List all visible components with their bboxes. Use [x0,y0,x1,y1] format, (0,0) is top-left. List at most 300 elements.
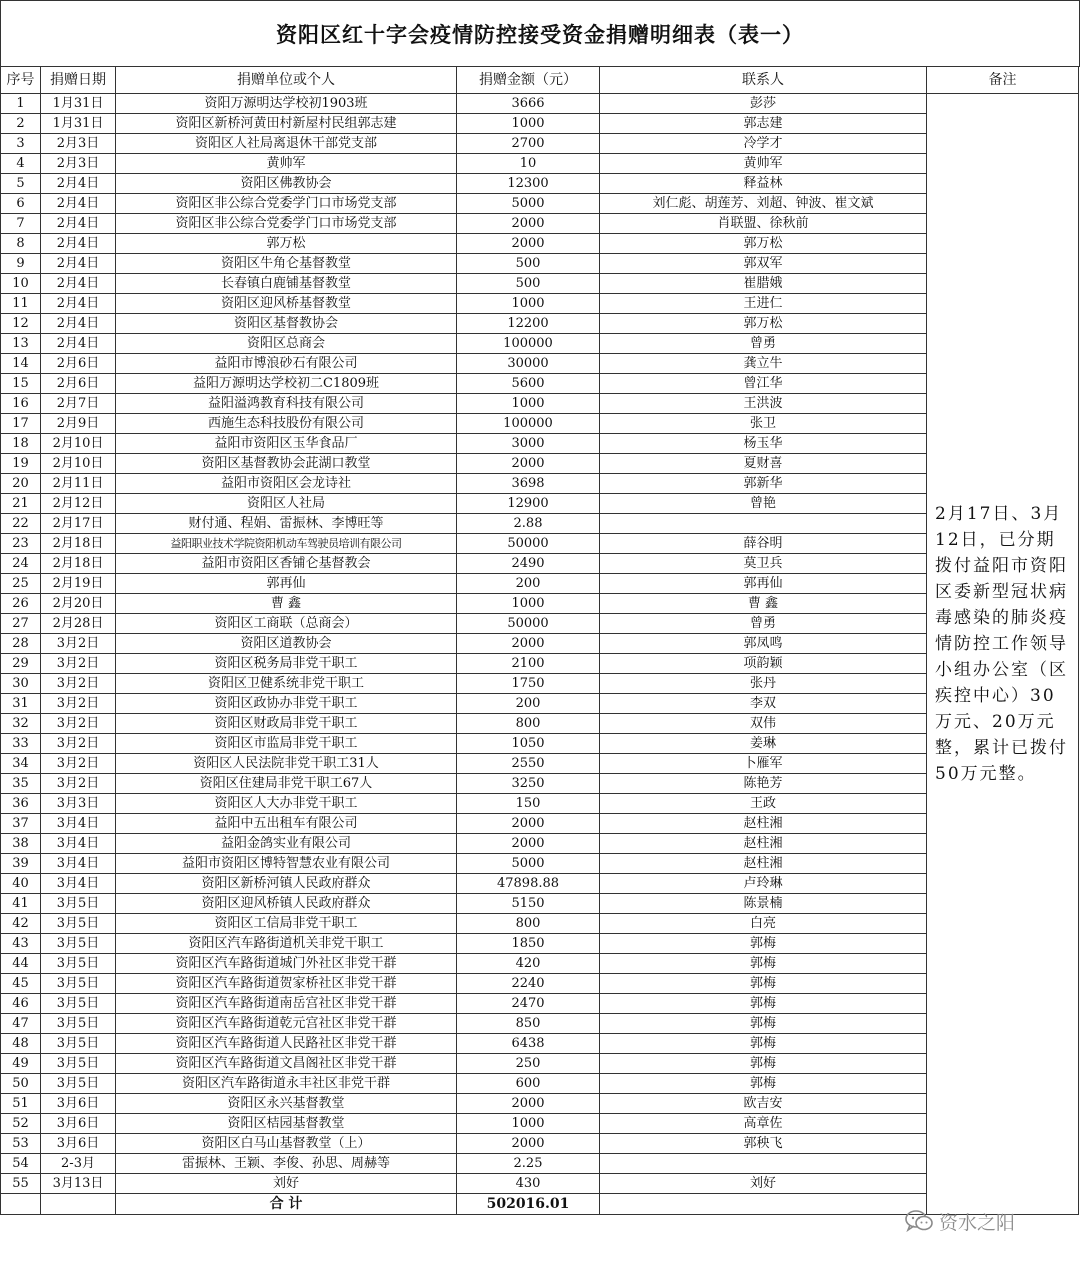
table-row [1,594,1079,614]
row-donor: 财付通、程娟、雷振林、李博旺等 [116,514,457,534]
row-number: 41 [1,894,41,914]
table-row [1,934,1079,954]
row-date: 2月18日 [41,554,116,574]
table-row [1,474,1079,494]
row-amount: 2000 [457,454,600,474]
row-amount: 2240 [457,974,600,994]
header-contact: 联系人 [600,67,927,94]
row-contact: 郭梅 [600,1014,927,1034]
row-number: 50 [1,1074,41,1094]
row-date: 2月4日 [41,174,116,194]
row-date: 3月5日 [41,1034,116,1054]
row-date: 2月10日 [41,434,116,454]
table-row [1,274,1079,294]
row-donor: 资阳区汽车路街道乾元宫社区非党干群 [116,1014,457,1034]
row-number: 1 [1,94,41,114]
row-date: 3月5日 [41,954,116,974]
row-number: 20 [1,474,41,494]
row-donor: 资阳区人大办非党干职工 [116,794,457,814]
table-row [1,814,1079,834]
row-number: 14 [1,354,41,374]
row-amount: 200 [457,694,600,714]
row-donor: 资阳区非公综合党委学门口市场党支部 [116,194,457,214]
row-amount: 12900 [457,494,600,514]
row-donor: 益阳市资阳区会龙诗社 [116,474,457,494]
row-donor: 资阳区政协办非党干职工 [116,694,457,714]
row-number: 30 [1,674,41,694]
row-amount: 100000 [457,334,600,354]
row-number: 54 [1,1154,41,1174]
row-number: 53 [1,1134,41,1154]
row-date: 3月4日 [41,834,116,854]
row-amount: 6438 [457,1034,600,1054]
total-amount: 502016.01 [457,1194,600,1215]
row-amount: 2000 [457,214,600,234]
table-row [1,674,1079,694]
row-number: 35 [1,774,41,794]
row-date: 3月2日 [41,774,116,794]
row-date: 3月6日 [41,1094,116,1114]
header-donor: 捐赠单位或个人 [116,67,457,94]
row-contact: 崔腊娥 [600,274,927,294]
row-date: 3月2日 [41,754,116,774]
table-row [1,614,1079,634]
row-date: 3月5日 [41,1074,116,1094]
row-contact: 郭梅 [600,974,927,994]
row-date: 2月4日 [41,294,116,314]
table-row [1,1154,1079,1174]
row-number: 44 [1,954,41,974]
row-number: 33 [1,734,41,754]
row-amount: 1000 [457,114,600,134]
row-number: 24 [1,554,41,574]
row-date: 2-3月 [41,1154,116,1174]
row-amount: 12300 [457,174,600,194]
row-donor: 资阳区工信局非党干职工 [116,914,457,934]
total-spacer [600,1194,927,1215]
table-row [1,714,1079,734]
row-donor: 益阳中五出租车有限公司 [116,814,457,834]
row-contact: 赵柱湘 [600,834,927,854]
row-contact: 刘仁彪、胡莲芳、刘超、钟波、崔文斌 [600,194,927,214]
row-donor: 资阳区汽车路街道永丰社区非党干群 [116,1074,457,1094]
row-number: 21 [1,494,41,514]
row-contact: 郭梅 [600,1074,927,1094]
row-donor: 资阳区财政局非党干职工 [116,714,457,734]
row-donor: 益阳市资阳区博特智慧农业有限公司 [116,854,457,874]
row-contact: 李双 [600,694,927,714]
row-amount: 100000 [457,414,600,434]
row-contact: 曹 鑫 [600,594,927,614]
row-date: 3月6日 [41,1114,116,1134]
table-row [1,574,1079,594]
row-number: 52 [1,1114,41,1134]
row-date: 2月7日 [41,394,116,414]
row-contact: 郭梅 [600,1034,927,1054]
row-amount: 5150 [457,894,600,914]
row-amount: 5000 [457,854,600,874]
row-contact [600,514,927,534]
row-amount: 600 [457,1074,600,1094]
row-donor: 资阳区汽车路街道南岳宫社区非党干群 [116,994,457,1014]
row-date: 2月6日 [41,354,116,374]
row-number: 37 [1,814,41,834]
row-amount: 30000 [457,354,600,374]
row-date: 1月31日 [41,94,116,114]
row-amount: 50000 [457,534,600,554]
row-amount: 12200 [457,314,600,334]
row-date: 3月13日 [41,1174,116,1194]
row-amount: 2.25 [457,1154,600,1174]
row-number: 13 [1,334,41,354]
row-contact: 彭莎 [600,94,927,114]
table-row [1,394,1079,414]
row-number: 23 [1,534,41,554]
row-number: 11 [1,294,41,314]
row-number: 10 [1,274,41,294]
table-row [1,1074,1079,1094]
row-number: 48 [1,1034,41,1054]
row-date: 2月28日 [41,614,116,634]
watermark-text: 资水之阳 [939,1211,1016,1234]
row-contact: 郭梅 [600,934,927,954]
table-row [1,754,1079,774]
table-row [1,634,1079,654]
row-contact: 释益林 [600,174,927,194]
row-contact: 王进仁 [600,294,927,314]
row-date: 2月18日 [41,534,116,554]
row-contact: 陈景楠 [600,894,927,914]
row-date: 2月20日 [41,594,116,614]
row-number: 31 [1,694,41,714]
row-date: 3月2日 [41,634,116,654]
row-amount: 2000 [457,814,600,834]
row-number: 19 [1,454,41,474]
row-donor: 资阳区住建局非党干职工67人 [116,774,457,794]
row-date: 3月3日 [41,794,116,814]
table-row [1,134,1079,154]
row-number: 46 [1,994,41,1014]
row-donor: 刘好 [116,1174,457,1194]
table-row [1,914,1079,934]
remark-note: 2月17日、3月12日，已分期拨付益阳市资阳区委新型冠状病毒感染的肺炎疫情防控工作领导小组办公室（区疾控中心）30万元、20万元整，累计已拨付50万元整。 [927,94,1079,1194]
row-contact: 刘好 [600,1174,927,1194]
row-contact: 肖联盟、徐秋前 [600,214,927,234]
row-number: 12 [1,314,41,334]
row-amount: 3698 [457,474,600,494]
row-amount: 5000 [457,194,600,214]
row-contact: 郭新华 [600,474,927,494]
row-amount: 47898.88 [457,874,600,894]
row-donor: 资阳区牛角仑基督教堂 [116,254,457,274]
row-contact: 郭梅 [600,954,927,974]
row-donor: 资阳区人社局离退休干部党支部 [116,134,457,154]
row-donor: 资阳区税务局非党干职工 [116,654,457,674]
row-date: 3月5日 [41,894,116,914]
row-number: 38 [1,834,41,854]
row-contact: 莫卫兵 [600,554,927,574]
row-donor: 资阳区汽车路街道贺家桥社区非党干群 [116,974,457,994]
row-date: 2月6日 [41,374,116,394]
table-row [1,514,1079,534]
watermark [905,1207,1055,1235]
row-amount: 2000 [457,1134,600,1154]
table-row [1,1014,1079,1034]
row-number: 29 [1,654,41,674]
row-donor: 资阳万源明达学校初1903班 [116,94,457,114]
row-amount: 2470 [457,994,600,1014]
row-contact: 高章佐 [600,1114,927,1134]
table-row [1,94,1079,114]
row-donor: 资阳区总商会 [116,334,457,354]
row-donor: 资阳区迎风桥镇人民政府群众 [116,894,457,914]
table-row [1,114,1079,134]
row-number: 40 [1,874,41,894]
table-row [1,314,1079,334]
row-donor: 西施生态科技股份有限公司 [116,414,457,434]
row-amount: 500 [457,274,600,294]
row-number: 18 [1,434,41,454]
header-date: 捐赠日期 [41,67,116,94]
row-contact: 郭双军 [600,254,927,274]
row-donor: 资阳区基督教协会茈湖口教堂 [116,454,457,474]
row-donor: 资阳区汽车路街道文昌阁社区非党干群 [116,1054,457,1074]
row-contact: 欧吉安 [600,1094,927,1114]
row-amount: 500 [457,254,600,274]
row-contact: 陈艳芳 [600,774,927,794]
table-row [1,154,1079,174]
row-amount: 3000 [457,434,600,454]
title-box [0,0,1080,67]
row-donor: 资阳区基督教协会 [116,314,457,334]
row-date: 2月10日 [41,454,116,474]
row-date: 3月5日 [41,994,116,1014]
row-number: 26 [1,594,41,614]
table-row [1,1094,1079,1114]
row-amount: 5600 [457,374,600,394]
row-donor: 资阳区汽车路街道机关非党干职工 [116,934,457,954]
row-date: 3月5日 [41,974,116,994]
row-amount: 2490 [457,554,600,574]
row-amount: 430 [457,1174,600,1194]
row-number: 42 [1,914,41,934]
row-amount: 2100 [457,654,600,674]
table-row [1,794,1079,814]
row-donor: 资阳区人民法院非党干职工31人 [116,754,457,774]
row-date: 2月4日 [41,194,116,214]
row-donor: 资阳区桔园基督教堂 [116,1114,457,1134]
row-contact: 郭梅 [600,1054,927,1074]
row-number: 8 [1,234,41,254]
row-contact: 项韵颖 [600,654,927,674]
header-no: 序号 [1,67,41,94]
row-amount: 2000 [457,634,600,654]
row-date: 2月19日 [41,574,116,594]
table-row [1,854,1079,874]
row-contact: 赵柱湘 [600,854,927,874]
row-contact: 曾艳 [600,494,927,514]
row-date: 2月4日 [41,254,116,274]
row-amount: 1000 [457,394,600,414]
row-number: 49 [1,1054,41,1074]
row-number: 43 [1,934,41,954]
row-amount: 200 [457,574,600,594]
row-amount: 10 [457,154,600,174]
row-donor: 资阳区新桥河黄田村新屋村民组郭志建 [116,114,457,134]
row-date: 3月2日 [41,694,116,714]
row-date: 2月3日 [41,154,116,174]
row-amount: 3250 [457,774,600,794]
document-title: 资阳区红十字会疫情防控接受资金捐赠明细表（表一） [276,22,804,47]
row-amount: 150 [457,794,600,814]
row-contact: 卢玲琳 [600,874,927,894]
table-row [1,1114,1079,1134]
donation-table [0,66,1079,1215]
table-row [1,994,1079,1014]
wechat-icon [905,1209,933,1233]
row-number: 34 [1,754,41,774]
row-date: 3月4日 [41,854,116,874]
row-amount: 1000 [457,594,600,614]
row-date: 2月4日 [41,314,116,334]
row-contact: 龚立牛 [600,354,927,374]
table-row [1,1174,1079,1194]
row-date: 3月2日 [41,674,116,694]
row-number: 32 [1,714,41,734]
row-amount: 250 [457,1054,600,1074]
table-row [1,1134,1079,1154]
row-amount: 850 [457,1014,600,1034]
row-donor: 资阳区白马山基督教堂（上） [116,1134,457,1154]
row-date: 3月5日 [41,934,116,954]
row-donor: 益阳职业技术学院资阳机动车驾驶员培训有限公司 [116,534,457,554]
row-donor: 资阳区汽车路街道人民路社区非党干群 [116,1034,457,1054]
row-amount: 1850 [457,934,600,954]
table-row [1,974,1079,994]
row-contact: 曾勇 [600,334,927,354]
row-amount: 2000 [457,234,600,254]
row-donor: 益阳金鸽实业有限公司 [116,834,457,854]
row-contact: 张丹 [600,674,927,694]
table-row [1,734,1079,754]
table-row [1,174,1079,194]
table-row [1,534,1079,554]
table-row [1,414,1079,434]
table-row [1,434,1079,454]
row-date: 2月4日 [41,334,116,354]
table-row [1,294,1079,314]
row-amount: 2000 [457,1094,600,1114]
row-donor: 资阳区永兴基督教堂 [116,1094,457,1114]
row-number: 36 [1,794,41,814]
row-number: 27 [1,614,41,634]
table-row [1,774,1079,794]
row-donor: 雷振林、王颖、李俊、孙思、周赫等 [116,1154,457,1174]
row-number: 28 [1,634,41,654]
row-contact [600,1154,927,1174]
row-donor: 益阳市资阳区香铺仑基督教会 [116,554,457,574]
row-donor: 资阳区市监局非党干职工 [116,734,457,754]
row-contact: 双伟 [600,714,927,734]
row-contact: 赵柱湘 [600,814,927,834]
row-contact: 郭志建 [600,114,927,134]
row-date: 2月4日 [41,214,116,234]
table-row [1,234,1079,254]
row-amount: 50000 [457,614,600,634]
row-date: 1月31日 [41,114,116,134]
row-donor: 益阳市博浪砂石有限公司 [116,354,457,374]
row-amount: 800 [457,914,600,934]
row-number: 45 [1,974,41,994]
row-donor: 郭万松 [116,234,457,254]
row-amount: 800 [457,714,600,734]
row-donor: 资阳区汽车路街道城门外社区非党干群 [116,954,457,974]
row-number: 5 [1,174,41,194]
table-body [1,94,1079,1215]
row-amount: 1750 [457,674,600,694]
row-amount: 2700 [457,134,600,154]
row-date: 3月2日 [41,654,116,674]
row-number: 16 [1,394,41,414]
row-number: 9 [1,254,41,274]
table-row [1,554,1079,574]
row-date: 3月4日 [41,874,116,894]
row-date: 3月5日 [41,1014,116,1034]
row-donor: 资阳区道教协会 [116,634,457,654]
row-donor: 资阳区迎风桥基督教堂 [116,294,457,314]
row-donor: 资阳区非公综合党委学门口市场党支部 [116,214,457,234]
row-contact: 黄帅军 [600,154,927,174]
table-row [1,214,1079,234]
row-date: 2月11日 [41,474,116,494]
row-amount: 2550 [457,754,600,774]
row-date: 3月5日 [41,914,116,934]
row-donor: 益阳万源明达学校初二C1809班 [116,374,457,394]
row-donor: 资阳区工商联（总商会） [116,614,457,634]
row-number: 4 [1,154,41,174]
table-row [1,694,1079,714]
row-number: 39 [1,854,41,874]
row-amount: 2000 [457,834,600,854]
table-row [1,654,1079,674]
table-row [1,1054,1079,1074]
table-header-row [1,67,1079,94]
row-number: 6 [1,194,41,214]
table-row [1,454,1079,474]
table-row [1,354,1079,374]
row-contact: 郭凤鸣 [600,634,927,654]
row-contact: 姜琳 [600,734,927,754]
row-amount: 3666 [457,94,600,114]
row-donor: 资阳区佛教协会 [116,174,457,194]
row-donor: 益阳市资阳区玉华食品厂 [116,434,457,454]
row-date: 2月4日 [41,274,116,294]
row-number: 7 [1,214,41,234]
row-contact: 杨玉华 [600,434,927,454]
total-spacer [41,1194,116,1215]
row-contact: 王政 [600,794,927,814]
row-amount: 1000 [457,294,600,314]
row-date: 2月3日 [41,134,116,154]
row-number: 47 [1,1014,41,1034]
row-contact: 白亮 [600,914,927,934]
row-contact: 冷学才 [600,134,927,154]
row-contact: 郭万松 [600,234,927,254]
row-donor: 资阳区人社局 [116,494,457,514]
row-number: 25 [1,574,41,594]
row-contact: 曾勇 [600,614,927,634]
total-label: 合 计 [116,1194,457,1215]
